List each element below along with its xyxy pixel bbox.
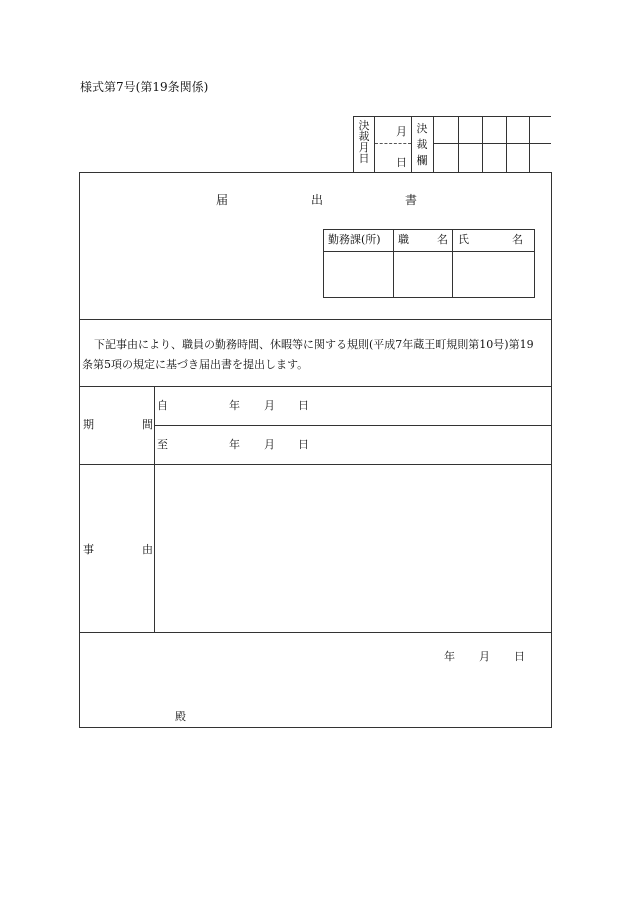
- form-number: 様式第7号(第19条関係): [80, 80, 209, 94]
- post-field[interactable]: [394, 252, 452, 297]
- period-to-month: 月: [264, 438, 275, 451]
- footer-year: 年: [444, 650, 455, 663]
- period-label: 期: [83, 418, 94, 431]
- name-header: 氏: [458, 233, 469, 246]
- reason-field[interactable]: [155, 465, 551, 631]
- title-char: 出: [311, 193, 324, 207]
- period-from-month: 月: [264, 399, 275, 412]
- title-char: 届: [216, 193, 229, 207]
- post-header: 名: [437, 233, 448, 246]
- title-char: 書: [405, 193, 418, 207]
- dept-field[interactable]: [324, 252, 393, 297]
- approval-stamp-cell[interactable]: [458, 116, 482, 143]
- period-from-day: 日: [298, 399, 309, 412]
- period-to-year: 年: [229, 438, 240, 451]
- approval-column-label: 決 裁 欄: [416, 122, 428, 167]
- addressee-label: 殿: [175, 710, 186, 723]
- period-to-field[interactable]: [155, 426, 551, 464]
- name-field[interactable]: [453, 252, 534, 297]
- period-from-label: 自: [157, 399, 168, 412]
- period-label: 間: [142, 418, 153, 431]
- approval-stamp-cell[interactable]: [482, 116, 506, 143]
- period-from-field[interactable]: [155, 387, 551, 425]
- approval-date-label: 決 裁 月 日: [358, 119, 370, 165]
- approval-month-label: 月: [396, 125, 407, 138]
- footer-day: 日: [514, 650, 525, 663]
- post-header: 職: [398, 233, 409, 246]
- period-to-day: 日: [298, 438, 309, 451]
- approval-stamp-cell[interactable]: [529, 116, 551, 143]
- period-from-year: 年: [229, 399, 240, 412]
- footer-month: 月: [479, 650, 490, 663]
- reason-label: 由: [142, 543, 153, 556]
- approval-stamp-cell[interactable]: [506, 116, 529, 143]
- approval-stamp-cell[interactable]: [433, 116, 458, 143]
- reason-label: 事: [83, 543, 94, 556]
- approval-day-label: 日: [396, 156, 407, 169]
- statement-text: 下記事由により、職員の勤務時間、休暇等に関する規則(平成7年蔵王町規則第10号)第19: [94, 338, 534, 351]
- period-to-label: 至: [157, 438, 168, 451]
- statement-text: 条第5項の規定に基づき届出書を提出します。: [82, 358, 309, 371]
- dept-header: 勤務課(所): [328, 233, 381, 246]
- name-header: 名: [512, 233, 523, 246]
